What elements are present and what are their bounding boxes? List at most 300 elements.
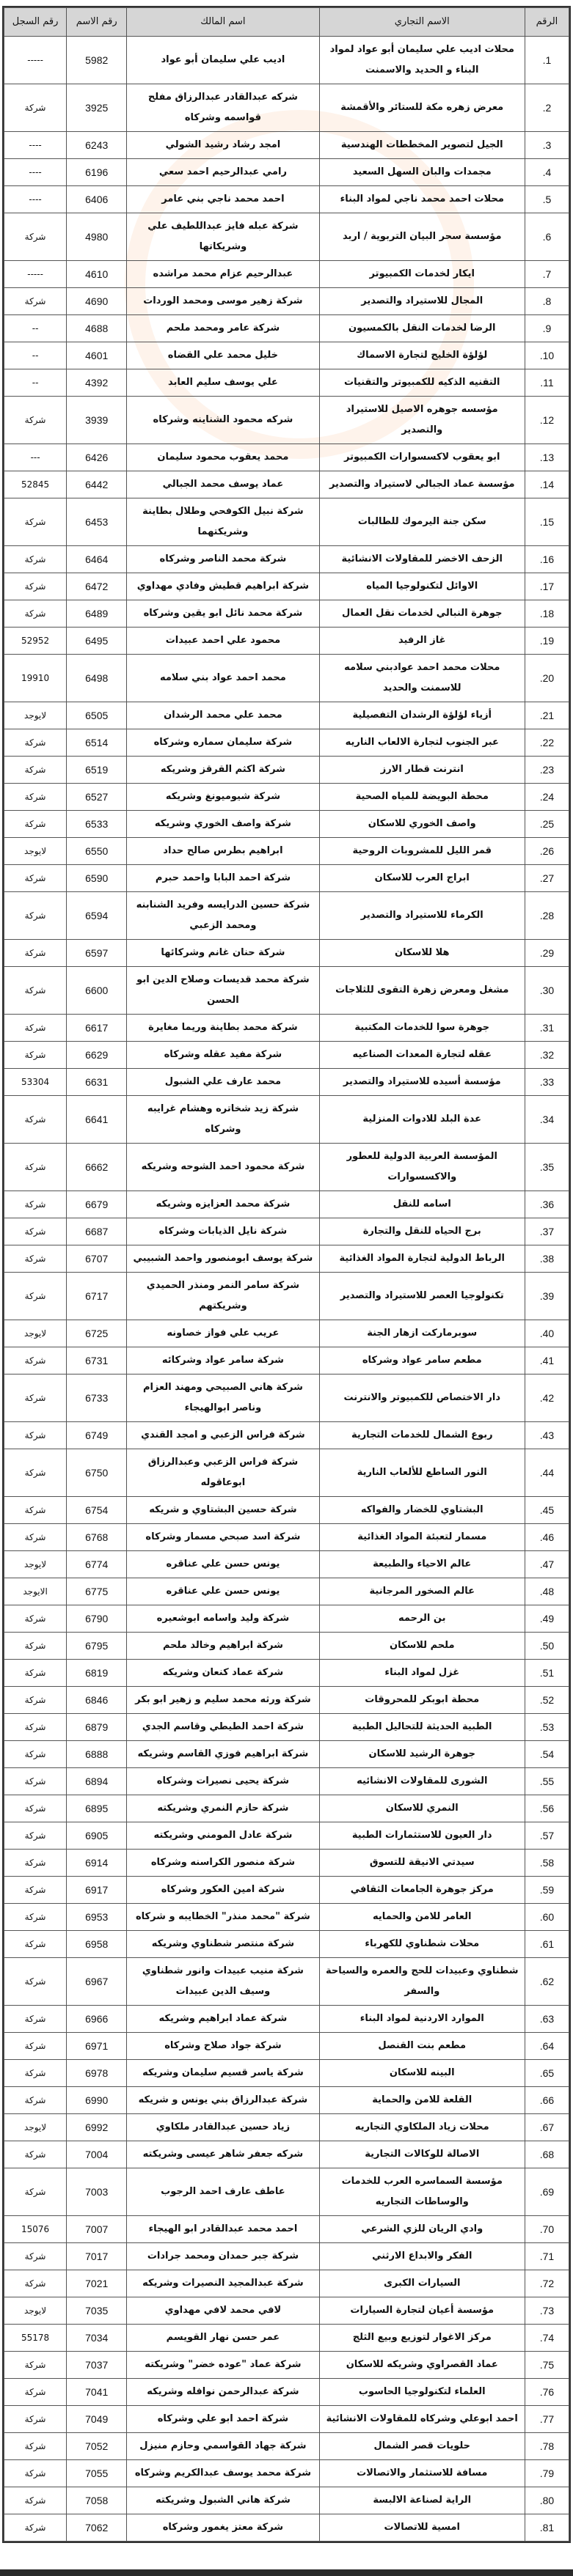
owner-name-cell: شركة احمد ابو علي وشركاه xyxy=(127,2406,319,2433)
table-row xyxy=(4,498,569,546)
name-number-cell: 6895 xyxy=(67,1795,127,1822)
row-number: 80. xyxy=(525,2487,569,2514)
register-number-cell: شركة xyxy=(4,546,67,573)
register-number-cell: ---- xyxy=(4,186,67,213)
table-row xyxy=(4,1422,569,1449)
row-number: 72. xyxy=(525,2270,569,2297)
register-number-cell: شركة xyxy=(4,2168,67,2216)
trade-name-cell: شطناوي وعبيدات للحج والعمره والسياحة والسفر xyxy=(319,1958,525,2006)
register-number-cell: شركة xyxy=(4,1904,67,1931)
name-number-cell: 6971 xyxy=(67,2033,127,2060)
table-row xyxy=(4,1958,569,2006)
table-row xyxy=(4,1741,569,1768)
table-row xyxy=(4,1449,569,1497)
register-number-cell: 15076 xyxy=(4,2216,67,2243)
table-row xyxy=(4,2460,569,2487)
trade-name-cell: العامر للامن والحمايه xyxy=(319,1904,525,1931)
trade-name-cell: مؤسسة السماسره العرب للخدمات والوساطات التجاريه xyxy=(319,2168,525,2216)
owner-name-cell: شركة عادل المومني وشريكته xyxy=(127,1822,319,1850)
bottom-bar xyxy=(0,2569,573,2576)
name-number-cell: 6775 xyxy=(67,1578,127,1605)
name-number-cell: 6879 xyxy=(67,1714,127,1741)
row-number: 25. xyxy=(525,811,569,838)
table-row xyxy=(4,892,569,940)
name-number-cell: 6819 xyxy=(67,1660,127,1687)
owner-name-cell: شركه عبدالقادر عبدالرزاق مفلح قواسمه وشركاه xyxy=(127,84,319,132)
trade-name-cell: سوبرماركت ازهار الجنة xyxy=(319,1320,525,1347)
owner-name-cell: اديب علي سليمان أبو عواد xyxy=(127,37,319,84)
trade-name-cell: الرباط الدولية لتجارة المواد الغذائية xyxy=(319,1245,525,1273)
register-number-cell: ---- xyxy=(4,159,67,186)
name-number-cell: 6406 xyxy=(67,186,127,213)
row-number: 58. xyxy=(525,1850,569,1877)
owner-name-cell: شركة محمد نائل ابو يقين وشركاه xyxy=(127,600,319,628)
table-row xyxy=(4,2325,569,2352)
owner-name-cell: شركة ابراهيم فوزي القاسم وشريكه xyxy=(127,1741,319,1768)
trade-name-cell: الطبية الحديثة للتحاليل الطبية xyxy=(319,1714,525,1741)
row-number: 37. xyxy=(525,1218,569,1245)
owner-name-cell: محمد احمد عواد بني سلامه xyxy=(127,655,319,702)
trade-name-cell: برج الحياه للنقل والتجارة xyxy=(319,1218,525,1245)
row-number: 2. xyxy=(525,84,569,132)
table-row xyxy=(4,1877,569,1904)
trade-name-cell: هلا للاسكان xyxy=(319,940,525,967)
table-row xyxy=(4,2433,569,2460)
register-number-cell: شركة xyxy=(4,1245,67,1273)
owner-name-cell: شركة محمد بطاينة وريما مغايرة xyxy=(127,1015,319,1042)
row-number: 75. xyxy=(525,2352,569,2379)
register-number-cell: شركة xyxy=(4,1144,67,1191)
owner-name-cell: لافي محمد لافي مهداوي xyxy=(127,2297,319,2325)
trade-name-cell: انترنت قطار الارز xyxy=(319,757,525,784)
table-row xyxy=(4,1042,569,1069)
row-number: 53. xyxy=(525,1714,569,1741)
name-number-cell: 6914 xyxy=(67,1850,127,1877)
register-number-cell: شركة xyxy=(4,1850,67,1877)
trade-name-cell: عدة البلد للادوات المنزلية xyxy=(319,1096,525,1144)
name-number-cell: 6641 xyxy=(67,1096,127,1144)
row-number: 12. xyxy=(525,397,569,444)
name-number-cell: 6905 xyxy=(67,1822,127,1850)
owner-name-cell: شركة عامر ومحمد ملحم xyxy=(127,315,319,342)
trade-name-cell: النمري للاسكان xyxy=(319,1795,525,1822)
trade-name-cell: اسامه للنقل xyxy=(319,1191,525,1218)
name-number-cell: 7052 xyxy=(67,2433,127,2460)
owner-name-cell: احمد محمد ناجي بني عامر xyxy=(127,186,319,213)
row-number: 1. xyxy=(525,37,569,84)
trade-name-cell: الموارد الاردنية لمواد البناء xyxy=(319,2006,525,2033)
owner-name-cell: شركة احمد الطيطي وقاسم الجدي xyxy=(127,1714,319,1741)
register-number-cell: لايوجد xyxy=(4,2114,67,2141)
name-number-cell: 6990 xyxy=(67,2087,127,2114)
register-number-cell: -- xyxy=(4,342,67,369)
name-number-cell: 6464 xyxy=(67,546,127,573)
register-number-cell: ----- xyxy=(4,261,67,288)
owner-name-cell: احمد محمد عبدالقادر ابو الهيجاء xyxy=(127,2216,319,2243)
trade-name-cell: محلات اديب علي سليمان أبو عواد لمواد البناء و الحديد والاسمنت xyxy=(319,37,525,84)
name-number-cell: 6790 xyxy=(67,1605,127,1633)
table-row xyxy=(4,2114,569,2141)
name-number-cell: 6966 xyxy=(67,2006,127,2033)
row-number: 73. xyxy=(525,2297,569,2325)
name-number-cell: 6687 xyxy=(67,1218,127,1245)
row-number: 49. xyxy=(525,1605,569,1633)
row-number: 48. xyxy=(525,1578,569,1605)
row-number: 22. xyxy=(525,729,569,757)
owner-name-cell: ابراهيم بطرس صالح حداد xyxy=(127,838,319,865)
name-number-cell: 6894 xyxy=(67,1768,127,1795)
table-row xyxy=(4,702,569,729)
owner-name-cell: شركة يحيى نصيرات وشركاه xyxy=(127,1768,319,1795)
name-number-cell: 6498 xyxy=(67,655,127,702)
trade-name-cell: مشغل ومعرض زهرة التقوى للثلاجات xyxy=(319,967,525,1015)
table-row xyxy=(4,2216,569,2243)
owner-name-cell: شركة منصور الكراسنه وشركاه xyxy=(127,1850,319,1877)
owner-name-cell: شركة محمد العزايزه وشريكه xyxy=(127,1191,319,1218)
row-number: 30. xyxy=(525,967,569,1015)
register-number-cell: شركة xyxy=(4,2033,67,2060)
register-number-cell: شركة xyxy=(4,1042,67,1069)
trade-name-cell: غاز الرفيد xyxy=(319,628,525,655)
row-number: 31. xyxy=(525,1015,569,1042)
owner-name-cell: شركة عبدالرحمن نوافله وشريكه xyxy=(127,2379,319,2406)
register-number-cell: شركة xyxy=(4,2379,67,2406)
row-number: 44. xyxy=(525,1449,569,1497)
trade-name-cell: مؤسسة عماد الجبالي لاستيراد والتصدير xyxy=(319,471,525,498)
row-number: 7. xyxy=(525,261,569,288)
row-number: 6. xyxy=(525,213,569,261)
table-row xyxy=(4,573,569,600)
table-row xyxy=(4,1660,569,1687)
owner-name-cell: شركة محمود احمد الشوحه وشريكه xyxy=(127,1144,319,1191)
register-number-cell: شركة xyxy=(4,967,67,1015)
table-row xyxy=(4,1015,569,1042)
row-number: 42. xyxy=(525,1375,569,1422)
trade-name-cell: جوهرة سوا للخدمات المكتبية xyxy=(319,1015,525,1042)
register-number-cell: لايوجد xyxy=(4,838,67,865)
name-number-cell: 5982 xyxy=(67,37,127,84)
name-number-cell: 4392 xyxy=(67,369,127,397)
row-number: 27. xyxy=(525,865,569,892)
owner-name-cell: شركة حسين البشتاوي و شريكه xyxy=(127,1497,319,1524)
name-number-cell: 6888 xyxy=(67,1741,127,1768)
row-number: 76. xyxy=(525,2379,569,2406)
owner-name-cell: شركة احمد البابا واحمد حبرم xyxy=(127,865,319,892)
register-number-cell: شركة xyxy=(4,1497,67,1524)
name-number-cell: 3939 xyxy=(67,397,127,444)
register-number-cell: -- xyxy=(4,315,67,342)
name-number-cell: 7007 xyxy=(67,2216,127,2243)
register-number-cell: لايوجد xyxy=(4,1320,67,1347)
trade-name-cell: مطعم سامر عواد وشركاه xyxy=(319,1347,525,1375)
row-number: 23. xyxy=(525,757,569,784)
name-number-cell: 3925 xyxy=(67,84,127,132)
owner-name-cell: شركة فراس الزعبي و امجد القندي xyxy=(127,1422,319,1449)
owner-name-cell: عريب علي فواز خصاونه xyxy=(127,1320,319,1347)
row-number: 59. xyxy=(525,1877,569,1904)
row-number: 5. xyxy=(525,186,569,213)
row-number: 34. xyxy=(525,1096,569,1144)
registry-table-container xyxy=(2,6,571,2543)
name-number-cell: 7058 xyxy=(67,2487,127,2514)
trade-name-cell: لؤلؤة الخليج لتجارة الاسماك xyxy=(319,342,525,369)
owner-name-cell: شركة نبيل الكوفحي وطلال بطاينة وشريكتهما xyxy=(127,498,319,546)
name-number-cell: 6733 xyxy=(67,1375,127,1422)
name-number-cell: 6527 xyxy=(67,784,127,811)
row-number: 33. xyxy=(525,1069,569,1096)
register-number-cell: شركة xyxy=(4,892,67,940)
name-number-cell: 6749 xyxy=(67,1422,127,1449)
register-number-cell: ----- xyxy=(4,37,67,84)
register-number-cell: شركة xyxy=(4,600,67,628)
owner-name-cell: شركة زهير موسى ومحمد الوردات xyxy=(127,288,319,315)
register-number-cell: شركة xyxy=(4,498,67,546)
register-number-cell: شركة xyxy=(4,865,67,892)
owner-name-cell: شركة جواد صلاح وشركاه xyxy=(127,2033,319,2060)
owner-name-cell: خليل محمد علي القضاه xyxy=(127,342,319,369)
trade-name-cell: غزل لمواد البناء xyxy=(319,1660,525,1687)
table-row xyxy=(4,1096,569,1144)
row-number: 46. xyxy=(525,1524,569,1551)
trade-name-cell: السيارات الكبرى xyxy=(319,2270,525,2297)
name-number-cell: 7062 xyxy=(67,2514,127,2542)
owner-name-cell: شركة عبدالمجيد النصيرات وشريكه xyxy=(127,2270,319,2297)
owner-name-cell: علي يوسف سليم العابد xyxy=(127,369,319,397)
register-number-cell: شركة xyxy=(4,1714,67,1741)
register-number-cell: شركة xyxy=(4,2060,67,2087)
table-row xyxy=(4,1069,569,1096)
table-row xyxy=(4,628,569,655)
trade-name-cell: معرض زهره مكة للستائر والأقمشة xyxy=(319,84,525,132)
row-number: 8. xyxy=(525,288,569,315)
trade-name-cell: جوهرة الرشيد للاسكان xyxy=(319,1741,525,1768)
table-row xyxy=(4,1245,569,1273)
header-trade-name: الاسم التجاري xyxy=(319,8,525,37)
owner-name-cell: شركة امين العكور وشركاه xyxy=(127,1877,319,1904)
row-number: 14. xyxy=(525,471,569,498)
row-number: 64. xyxy=(525,2033,569,2060)
trade-name-cell: واصف الخوري للاسكان xyxy=(319,811,525,838)
trade-name-cell: مطعم بنت القنصل xyxy=(319,2033,525,2060)
row-number: 81. xyxy=(525,2514,569,2542)
register-number-cell: شركة xyxy=(4,1605,67,1633)
register-number-cell: شركة xyxy=(4,1768,67,1795)
register-number-cell: شركة xyxy=(4,573,67,600)
table-row xyxy=(4,1191,569,1218)
register-number-cell: شركة xyxy=(4,1191,67,1218)
register-number-cell: شركة xyxy=(4,1687,67,1714)
table-row xyxy=(4,1931,569,1958)
register-number-cell: 55178 xyxy=(4,2325,67,2352)
owner-name-cell: شركة مفيد عقله وشركاه xyxy=(127,1042,319,1069)
row-number: 29. xyxy=(525,940,569,967)
register-number-cell: -- xyxy=(4,369,67,397)
row-number: 11. xyxy=(525,369,569,397)
row-number: 79. xyxy=(525,2460,569,2487)
trade-name-cell: أزياء لؤلؤة الرشدان التفصيلية xyxy=(319,702,525,729)
owner-name-cell: شركة عماد ابراهيم وشريكه xyxy=(127,2006,319,2033)
register-number-cell: شركة xyxy=(4,757,67,784)
row-number: 45. xyxy=(525,1497,569,1524)
trade-name-cell: جوهرة النبالي لخدمات نقل العمال xyxy=(319,600,525,628)
owner-name-cell: شركة ابراهيم وخالد ملحم xyxy=(127,1633,319,1660)
owner-name-cell: شركة هاني الشبول وشريكته xyxy=(127,2487,319,2514)
row-number: 3. xyxy=(525,132,569,159)
trade-name-cell: امسية للاتصالات xyxy=(319,2514,525,2542)
trade-name-cell: الكرماء للاستيراد والتصدير xyxy=(319,892,525,940)
table-row xyxy=(4,1578,569,1605)
owner-name-cell: شركه جعفر شاهر عيسى وشريكته xyxy=(127,2141,319,2168)
table-row xyxy=(4,1375,569,1422)
trade-name-cell: سكن جنة اليرموك للطالبات xyxy=(319,498,525,546)
name-number-cell: 7041 xyxy=(67,2379,127,2406)
owner-name-cell: شركة محمد يوسف عبدالكريم وشركاه xyxy=(127,2460,319,2487)
row-number: 17. xyxy=(525,573,569,600)
trade-name-cell: مؤسسه جوهره الاصيل للاستيراد والتصدير xyxy=(319,397,525,444)
register-number-cell: 52952 xyxy=(4,628,67,655)
register-number-cell: شركة xyxy=(4,1449,67,1497)
table-row xyxy=(4,369,569,397)
row-number: 32. xyxy=(525,1042,569,1069)
table-row xyxy=(4,84,569,132)
name-number-cell: 6505 xyxy=(67,702,127,729)
register-number-cell: شركة xyxy=(4,940,67,967)
owner-name-cell: شركة محمد الناصر وشركاه xyxy=(127,546,319,573)
trade-name-cell: قمر الليل للمشروبات الروحية xyxy=(319,838,525,865)
name-number-cell: 6992 xyxy=(67,2114,127,2141)
row-number: 38. xyxy=(525,1245,569,1273)
table-row xyxy=(4,1497,569,1524)
table-row xyxy=(4,2060,569,2087)
trade-name-cell: عقله لتجارة المعدات الصناعيه xyxy=(319,1042,525,1069)
table-row xyxy=(4,444,569,471)
name-number-cell: 6846 xyxy=(67,1687,127,1714)
row-number: 36. xyxy=(525,1191,569,1218)
row-number: 4. xyxy=(525,159,569,186)
trade-name-cell: المجال للاستيراد والتصدير xyxy=(319,288,525,315)
name-number-cell: 6631 xyxy=(67,1069,127,1096)
name-number-cell: 6243 xyxy=(67,132,127,159)
register-number-cell: شركة xyxy=(4,1273,67,1320)
trade-name-cell: النور الساطع للألعاب النارية xyxy=(319,1449,525,1497)
owner-name-cell: عبدالرحيم عزام محمد مراشده xyxy=(127,261,319,288)
trade-name-cell: مؤسسة سحر البيان التربوية / اربد xyxy=(319,213,525,261)
row-number: 77. xyxy=(525,2406,569,2433)
trade-name-cell: عالم الصخور المرجانية xyxy=(319,1578,525,1605)
owner-name-cell: شركة حسين الدرايسه وفريد الشنابنه ومحمد الزعبي xyxy=(127,892,319,940)
register-number-cell: شركة xyxy=(4,1524,67,1551)
row-number: 35. xyxy=(525,1144,569,1191)
row-number: 41. xyxy=(525,1347,569,1375)
trade-name-cell: دار العيون للاستثمارات الطبية xyxy=(319,1822,525,1850)
owner-name-cell: شركة جبر حمدان ومحمد جرادات xyxy=(127,2243,319,2270)
register-number-cell: --- xyxy=(4,444,67,471)
row-number: 52. xyxy=(525,1687,569,1714)
name-number-cell: 7021 xyxy=(67,2270,127,2297)
row-number: 13. xyxy=(525,444,569,471)
trade-name-cell: التقنيه الذكيه للكمبيوتر والتقنيات xyxy=(319,369,525,397)
name-number-cell: 6426 xyxy=(67,444,127,471)
table-row xyxy=(4,600,569,628)
name-number-cell: 4690 xyxy=(67,288,127,315)
header-owner-name: اسم المالك xyxy=(127,8,319,37)
name-number-cell: 6442 xyxy=(67,471,127,498)
trade-name-cell: دار الاختصاص للكمبيوتر والانترنت xyxy=(319,1375,525,1422)
name-number-cell: 6978 xyxy=(67,2060,127,2087)
table-row xyxy=(4,288,569,315)
row-number: 67. xyxy=(525,2114,569,2141)
row-number: 21. xyxy=(525,702,569,729)
name-number-cell: 6958 xyxy=(67,1931,127,1958)
register-number-cell: شركة xyxy=(4,1422,67,1449)
owner-name-cell: شركة واصف الخوري وشريكه xyxy=(127,811,319,838)
name-number-cell: 6550 xyxy=(67,838,127,865)
name-number-cell: 4688 xyxy=(67,315,127,342)
name-number-cell: 6725 xyxy=(67,1320,127,1347)
trade-name-cell: محلات احمد محمد ناجي لمواد البناء xyxy=(319,186,525,213)
row-number: 66. xyxy=(525,2087,569,2114)
name-number-cell: 7035 xyxy=(67,2297,127,2325)
register-number-cell: شركة xyxy=(4,811,67,838)
name-number-cell: 6453 xyxy=(67,498,127,546)
trade-name-cell: تكنولوجيا العصر للاستيراد والتصدير xyxy=(319,1273,525,1320)
owner-name-cell: شركة زيد شخاتره وهشام غرايبه وشركاه xyxy=(127,1096,319,1144)
table-row xyxy=(4,2270,569,2297)
owner-name-cell: شركة عماد "عوده خضر" وشريكته xyxy=(127,2352,319,2379)
name-number-cell: 6768 xyxy=(67,1524,127,1551)
register-number-cell: شركة xyxy=(4,1741,67,1768)
table-row xyxy=(4,2033,569,2060)
name-number-cell: 6717 xyxy=(67,1273,127,1320)
owner-name-cell: شركة هاني الصبيحي ومهند العزام وناصر ابوالهيجاء xyxy=(127,1375,319,1422)
row-number: 68. xyxy=(525,2141,569,2168)
table-row xyxy=(4,471,569,498)
trade-name-cell: مؤسسة أسيده للاستيراد والتصدير xyxy=(319,1069,525,1096)
table-row xyxy=(4,865,569,892)
owner-name-cell: شركة ورثه محمد سليم و زهير ابو بكر xyxy=(127,1687,319,1714)
table-row xyxy=(4,2297,569,2325)
table-row xyxy=(4,1605,569,1633)
row-number: 55. xyxy=(525,1768,569,1795)
name-number-cell: 6629 xyxy=(67,1042,127,1069)
register-number-cell: شركة xyxy=(4,1660,67,1687)
trade-name-cell: ابو يعقوب لاكسسوارات الكمبيوتر xyxy=(319,444,525,471)
table-row xyxy=(4,2243,569,2270)
trade-name-cell: احمد ابوعلي وشركاه للمقاولات الانشائية xyxy=(319,2406,525,2433)
table-row xyxy=(4,546,569,573)
name-number-cell: 4601 xyxy=(67,342,127,369)
owner-name-cell: شركة عبله فايز عبداللطيف علي وشريكاتها xyxy=(127,213,319,261)
owner-name-cell: يونس حسن علي عناقره xyxy=(127,1551,319,1578)
name-number-cell: 6594 xyxy=(67,892,127,940)
register-number-cell: 19910 xyxy=(4,655,67,702)
row-number: 57. xyxy=(525,1822,569,1850)
register-number-cell: شركة xyxy=(4,784,67,811)
table-row xyxy=(4,2487,569,2514)
row-number: 63. xyxy=(525,2006,569,2033)
table-row xyxy=(4,37,569,84)
register-number-cell: شركة xyxy=(4,2006,67,2033)
register-number-cell: شركة xyxy=(4,2087,67,2114)
name-number-cell: 6519 xyxy=(67,757,127,784)
row-number: 61. xyxy=(525,1931,569,1958)
register-number-cell: شركة xyxy=(4,729,67,757)
table-row xyxy=(4,1524,569,1551)
row-number: 10. xyxy=(525,342,569,369)
table-row xyxy=(4,315,569,342)
register-number-cell: شركة xyxy=(4,1931,67,1958)
table-row xyxy=(4,1904,569,1931)
